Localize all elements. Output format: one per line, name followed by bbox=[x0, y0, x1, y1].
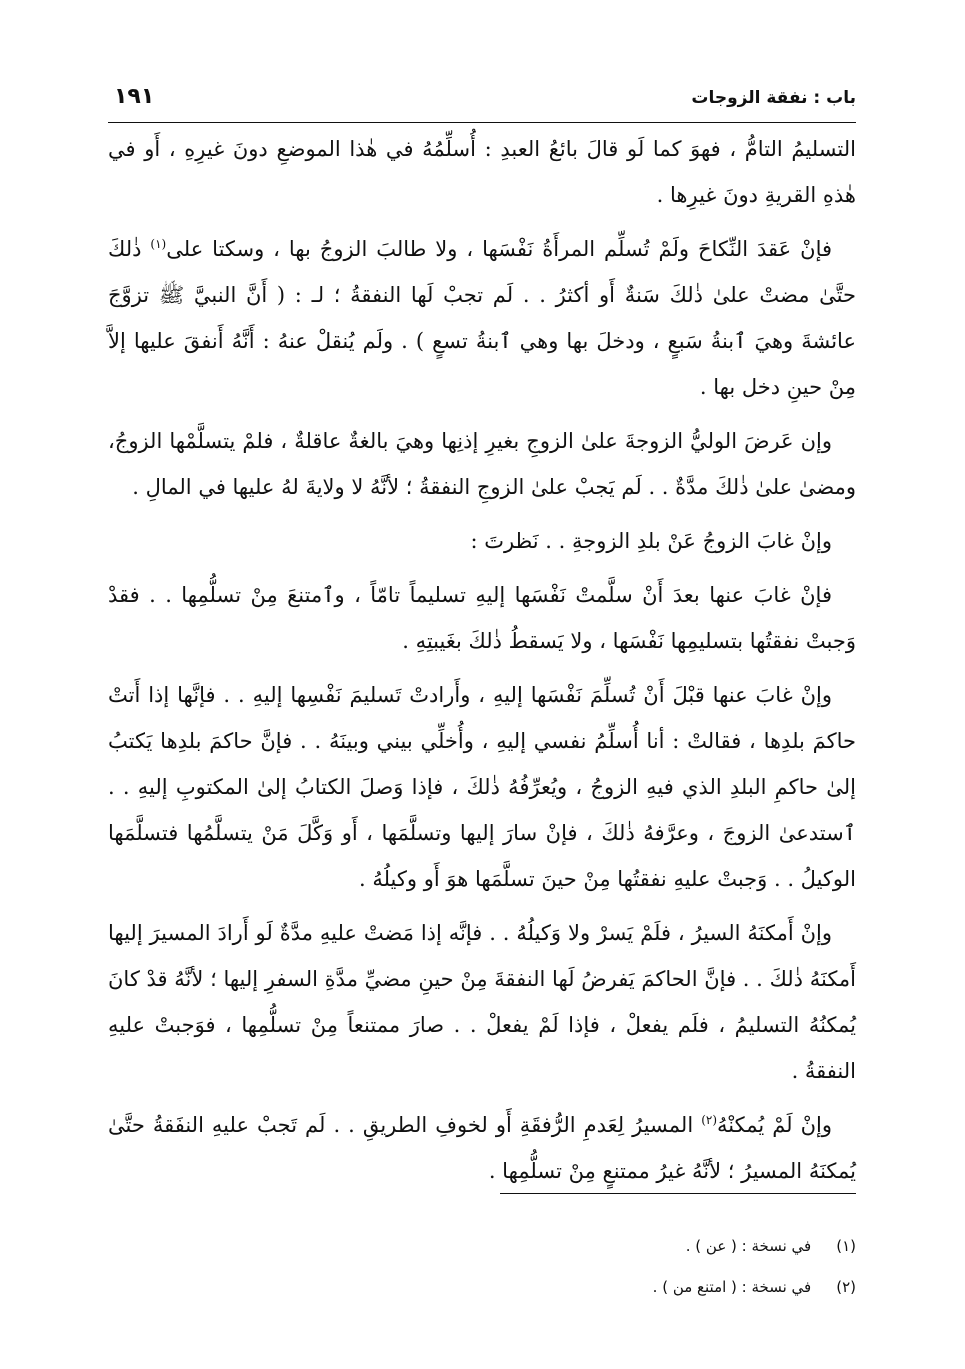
paragraph: التسليمُ التامُّ ، فهوَ كما لَو قالَ بائعُ العبدِ : أُسلِّمُهُ في هٰذا الموضعِ دونَ غيرِهِ ، أَو في هٰذهِ القريةِ دونَ غيرِها . bbox=[108, 137, 856, 207]
footnote-text: في نسخة : ( امتنع من ) . bbox=[652, 1278, 812, 1296]
paragraph: وإنْ أَمكنَهُ السيرُ ، فلَمْ يَسرْ ولا وَكيلُهُ . . فإنَّه إذا مَضتْ عليهِ مدَّةٌ لَو أَرادَ المسيرَ إليها أَمكنَهُ ذٰلكَ . . فإنَّ الحاكمَ يَفرضُ لَها النفقةَ مِنْ حينِ مضيِّ مدَّةِ السفرِ إليها ؛ لأنَّهُ قدْ كانَ يُمكنُهُ التسليمُ ، فلَم يفعلْ ، فإذا لَمْ يفعلْ . . صارَ ممتنعاً مِنْ تسلُّمِها ، فوَجبتْ عليهِ النفقةُ . bbox=[108, 921, 856, 1083]
footnote-reference[interactable]: (٢) bbox=[701, 1113, 718, 1127]
paragraph: وإنْ لَمْ يُمكنْهُ$^{(٢)}$ المسيرُ لِعَدمِ الرُّفقَةِ أَو لخوفِ الطريقِ . . لَم تَجبْ عليهِ النفَقةُ حتَّىٰ يُمكنَهُ المسيرُ ؛ لأنَّهُ غيرُ ممتنعٍ مِنْ تسلُّمِها . bbox=[108, 1113, 856, 1183]
footnote-divider bbox=[500, 1193, 856, 1194]
page-number: ١٩١ bbox=[114, 84, 155, 109]
running-title: باب : نفقة الزوجات bbox=[691, 88, 856, 108]
footnote bbox=[356, 1267, 856, 1308]
main-text bbox=[108, 126, 856, 1202]
paragraph: فإنْ غابَ عنها بعدَ أَنْ سلَّمتْ نَفْسَها إليهِ تسليماً تامّاً ، وٱمتنعَ مِنْ تسلُّمِها . . فقدْ وَجبتْ نفقتُها بتسليمِها نَفْسَها ، ولا يَسقطُ ذٰلكَ بغَيبتِهِ . bbox=[108, 583, 856, 653]
header-divider bbox=[108, 122, 856, 123]
footnotes bbox=[356, 1226, 856, 1308]
page-header bbox=[108, 82, 856, 116]
footnote-reference[interactable]: (١) bbox=[150, 237, 167, 251]
paragraph: وإنْ غابَ عنها قبْلَ أَنْ تُسلِّمَ نَفْسَها إليهِ ، وأَرادتْ تَسليمَ نَفْسِها إليهِ . . فإنَّها إذا أَتتْ حاكمَ بلدِها ، فقالتْ : أنا أُسلِّمُ نفسي إليهِ ، وأُخلِّي بيني وبينَهُ . . فإنَّ حاكمَ بلدِها يَكتبُ إلىٰ حاكمِ البلدِ الذي فيهِ الزوجُ ، ويُعرِّفُهُ ذٰلكَ ، فإذا وَصلَ الكتابُ إلىٰ المكتوبِ إليهِ . . ٱستدعىٰ الزوجَ ، وعرَّفهُ ذٰلكَ ، فإنْ سارَ إليها وتسلَّمَها ، أَو وَكَّلَ مَنْ يتسلَّمُها فتسلَّمَها الوكيلُ . . وَجبتْ عليهِ نفقتُها مِنْ حينَ تسلَّمَها هوَ أَو وكيلُهُ . bbox=[108, 683, 856, 891]
footnote-number: (٢) bbox=[836, 1278, 856, 1296]
paragraph: فإنْ عَقدَ النِّكاحَ ولَمْ تُسلِّم المرأَةُ نَفْسَها ، ولا طالبَ الزوجُ بها ، وسكتا على$^{(١)}$ ذٰلكَ حتَّىٰ مضتْ علىٰ ذٰلكَ سَنةٌ أَو أكثرُ . . لَم تجبْ لَها النفقةُ ؛ لـ : ( أَنَّ النبيَّ ﷺ تزوَّجَ عائشةَ وهيَ ٱبنةُ سَبعٍ ، ودخلَ بها وهي ٱبنةُ تسعٍ ) . ولَم يُنقلْ عنهُ : أَنَّهُ أَنفقَ عليها إلاَّ مِنْ حينِ دخل بها . bbox=[108, 237, 856, 399]
footnote bbox=[356, 1226, 856, 1267]
paragraph: وإن عَرضَ الوليُّ الزوجةَ علىٰ الزوجِ بغيرِ إذنِها وهيَ بالغةٌ عاقلةٌ ، فلمْ يتسلَّمْها الزوجُ، ومضىٰ علىٰ ذٰلكَ مدَّةٌ . . لَم يَجبْ علىٰ الزوجِ النفقةُ ؛ لأنَّهُ لا ولايةَ لهُ عليها في المالِ . bbox=[108, 429, 856, 499]
footnote-number: (١) bbox=[836, 1237, 856, 1255]
footnote-text: في نسخة : ( عن ) . bbox=[685, 1237, 812, 1255]
paragraph: وإنْ غابَ الزوجُ عَنْ بلدِ الزوجةِ . . نَظرتَ : bbox=[470, 529, 832, 553]
